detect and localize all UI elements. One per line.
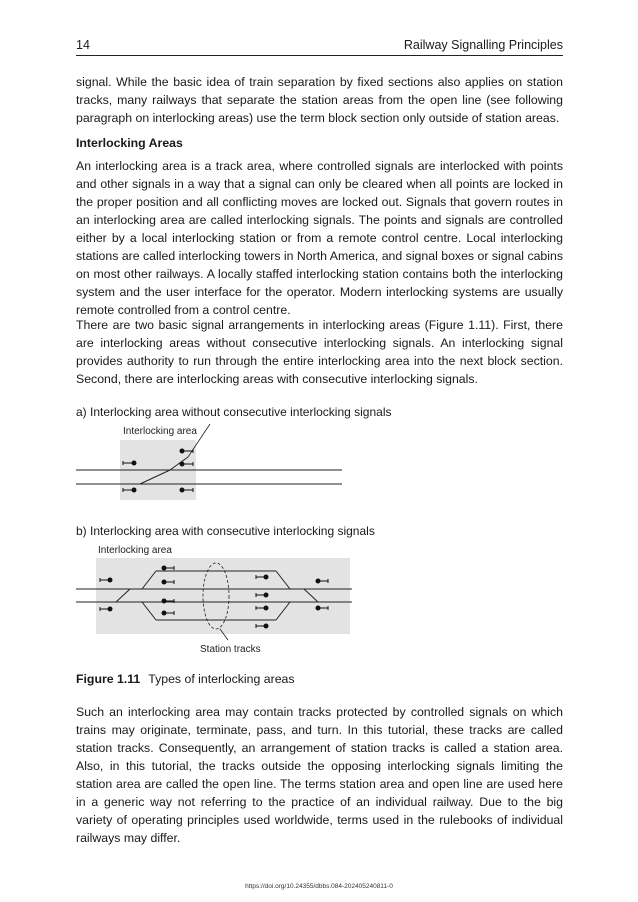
diagram-b-area-label: Interlocking area xyxy=(98,545,172,556)
diagram-b xyxy=(76,538,366,660)
footer-doi: https://doi.org/10.24355/dbbs.084-202405240811-0 xyxy=(245,883,393,890)
paragraph-station-tracks: Such an interlocking area may contain tracks protected by controlled signals on which trains may originate, terminate, pass, and turn. In this tutorial, these tracks are called station tracks. Consequently, an arrangement of station tracks is called a station area. Also, in this tutorial, the tracks outside the opposing interlocking signals limiting the station area are called the open line. The terms station area and open line are used here in a generic way not referring to the practice of an individual railway. Due to the big variety of operating principles used worldwide, terms used in the rulebooks of individual railways may differ. xyxy=(76,705,563,845)
figure-title: Types of interlocking areas xyxy=(148,672,295,686)
page-header xyxy=(76,38,563,56)
paragraph-signal-arrangements: There are two basic signal arrangements in interlocking areas (Figure 1.11). First, there are interlocking areas without consecutive interlocking signals. An interlocking signal provides authority to run through the entire interlocking area into the next block section. Second, there are interlocking areas with consecutive interlocking signals. xyxy=(76,318,563,386)
figure-caption xyxy=(76,672,295,686)
figure-caption-b: b) Interlocking area with consecutive interlocking signals xyxy=(76,524,375,538)
running-title: Railway Signalling Principles xyxy=(403,38,563,52)
diagram-a-area-label: Interlocking area xyxy=(123,426,197,437)
page-number: 14 xyxy=(76,38,90,52)
figure-caption-a: a) Interlocking area without consecutive interlocking signals xyxy=(76,405,392,419)
diagram-a xyxy=(76,420,356,505)
section-heading: Interlocking Areas xyxy=(76,136,183,150)
paragraph-intro: signal. While the basic idea of train separation by fixed sections also applies on station tracks, many railways that separate the station areas from the open line (see following paragraph on interlocking areas) use the term block section only outside of station areas. xyxy=(76,75,563,125)
figure-number: Figure 1.11 xyxy=(76,672,141,686)
paragraph-interlocking-definition: An interlocking area is a track area, where controlled signals are interlocked with points and other signals in a way that a signal can only be cleared when all points are locked in the proper position and all conflicting moves are locked out. Signals that govern routes in an interlocking area are called interlocking signals. The points and signals are controlled either by a local interlocking station or from a remote control centre. Local interlocking stations are called interlocking towers in North America, and signal boxes or signal cabins on most other railways. A locally staffed interlocking station contains both the interlocking system and the user interface for the operator. Modern interlocking systems are usually remote controlled from a control centre. xyxy=(76,159,563,317)
diagram-b-station-label: Station tracks xyxy=(200,644,261,655)
